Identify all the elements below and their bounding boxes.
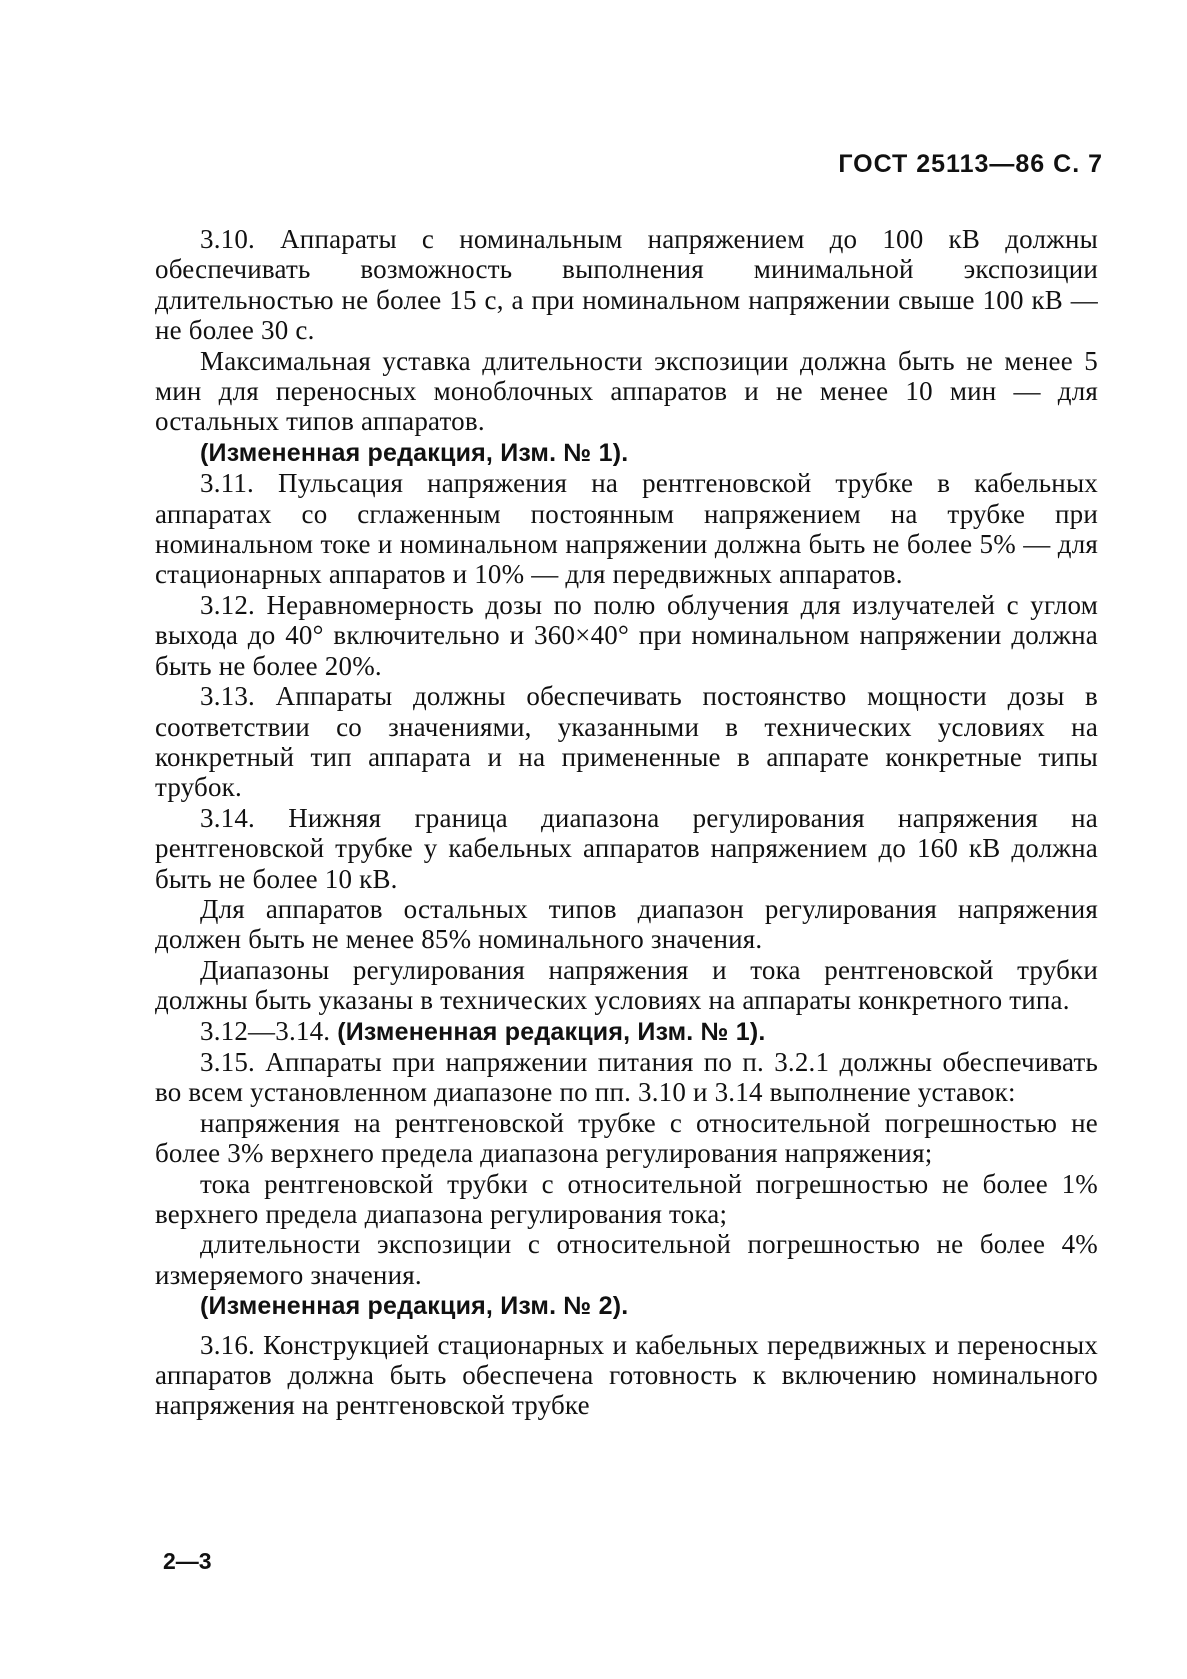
paragraph-3-15-current: тока рентгеновской трубки с относительной погрешностью не более 1% верхнего предела диапазона регулирования тока; xyxy=(155,1168,1098,1229)
page-mark: 2—3 xyxy=(163,1548,212,1574)
paragraph-3-15: 3.15. Аппараты при напряжении питания по п. 3.2.1 должны обеспечивать во всем установленном диапазоне по пп. 3.10 и 3.14 выполнение уставок: xyxy=(155,1046,1098,1108)
paragraph-3-10-cont: Максимальная уставка длительности экспозиции должна быть не менее 5 мин для переносных моноблочных аппаратов и не менее 10 мин — для остальных типов аппаратов. xyxy=(155,345,1098,437)
edit-note-2 xyxy=(155,1016,1098,1047)
edit-note-prefix: 3.12—3.14. xyxy=(200,1015,338,1046)
paragraph-3-13: 3.13. Аппараты должны обеспечивать постоянство мощности дозы в соответствии со значениями, указанными в технических условиях на конкретный тип аппарата и на примененные в аппарате конкретные типы трубок. xyxy=(155,681,1098,803)
edit-note-text: (Измененная редакция, Изм. № 2). xyxy=(200,1292,629,1321)
paragraph-3-14: 3.14. Нижняя граница диапазона регулирования напряжения на рентгеновской трубке у кабельных аппаратов напряжением до 160 кВ должна быть не более 10 кВ. xyxy=(155,802,1098,894)
edit-note-text: (Измененная редакция, Изм. № 1). xyxy=(337,1017,766,1046)
paragraph-3-14-ranges: Диапазоны регулирования напряжения и тока рентгеновской трубки должны быть указаны в технических условиях на аппараты конкретного типа. xyxy=(155,954,1098,1016)
paragraph-3-15-duration: длительности экспозиции с относительной погрешностью не более 4% измеряемого значения. xyxy=(155,1229,1098,1290)
paragraph-3-14-cont: Для аппаратов остальных типов диапазон регулирования напряжения должен быть не менее 85% номинального значения. xyxy=(155,893,1098,955)
edit-note-text: (Измененная редакция, Изм. № 1). xyxy=(200,438,629,467)
document-body xyxy=(155,224,1098,1421)
paragraph-3-15-voltage: напряжения на рентгеновской трубке с относительной погрешностью не более 3% верхнего предела диапазона регулирования напряжения; xyxy=(155,1107,1098,1169)
paragraph-3-12: 3.12. Неравномерность дозы по полю облучения для излучателей с углом выхода до 40° включительно и 360×40° при номинальном напряжении должна быть не более 20%. xyxy=(155,589,1098,681)
paragraph-3-16: 3.16. Конструкцией стационарных и кабельных передвижных и переносных аппаратов должна быть обеспечена готовность к включению номинального напряжения на рентгеновской трубке xyxy=(155,1329,1098,1421)
document-header: ГОСТ 25113—86 С. 7 xyxy=(838,150,1103,178)
edit-note-1 xyxy=(155,437,1098,468)
paragraph-3-11: 3.11. Пульсация напряжения на рентгеновской трубке в кабельных аппаратах со сглаженным постоянным напряжением на трубке при номинальном токе и номинальном напряжении должна быть не более 5% — для стационарных аппаратов и 10% — для передвижных аппаратов. xyxy=(155,468,1098,590)
edit-note-3 xyxy=(155,1290,1098,1321)
paragraph-3-10: 3.10. Аппараты с номинальным напряжением до 100 кВ должны обеспечивать возможность выполнения минимальной экспозиции длительностью не более 15 с, а при номинальном напряжении свыше 100 кВ — не более 30 с. xyxy=(155,224,1098,346)
